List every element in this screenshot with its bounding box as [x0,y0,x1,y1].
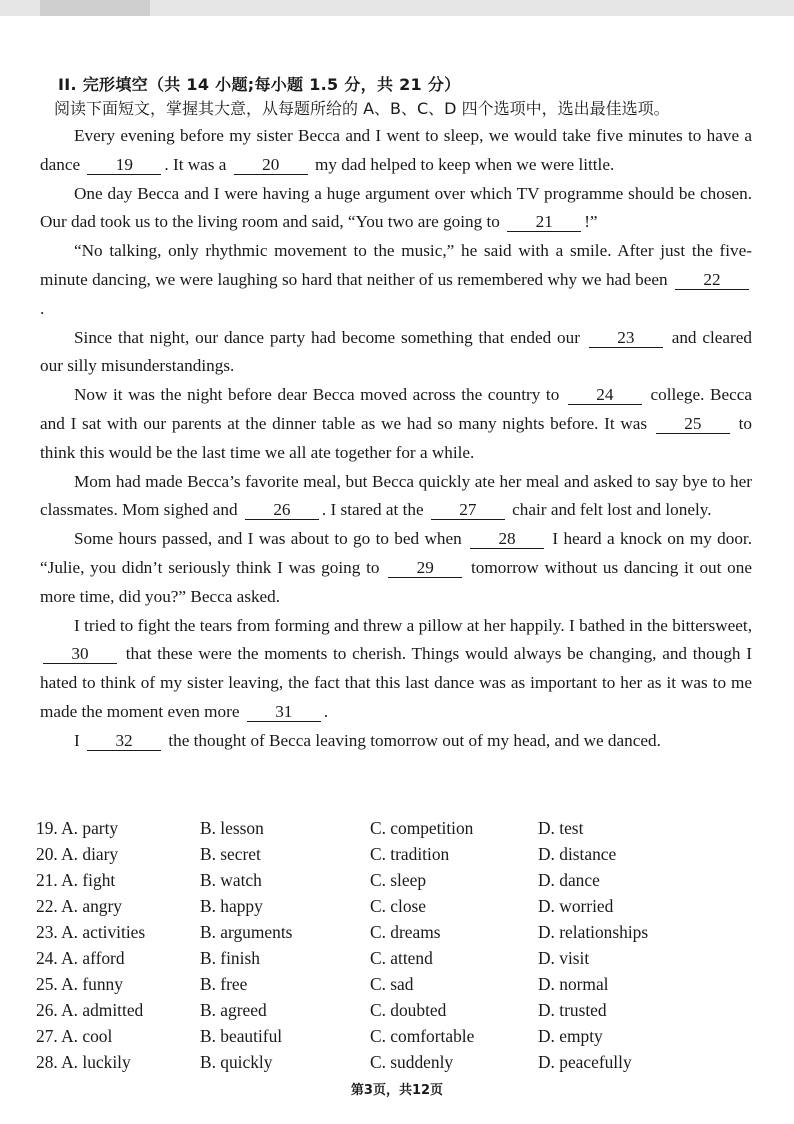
option-choice[interactable]: C. suddenly [370,1052,454,1072]
answer-blank[interactable]: 31 [247,703,321,722]
option-choice[interactable]: B. agreed [200,1000,267,1020]
passage-text: college. Becca and I sat with our parents at the dinner table as we had so many nights before. It was [40,385,752,433]
option-choice[interactable]: D. trusted [538,1000,607,1020]
passage-text: that these were the moments to cherish. Things would always be changing, and though I hated to think of my sister leaving, the fact that this last dance was as important to her as it was to me made the moment even more [40,644,752,721]
option-choice[interactable]: 28. A. luckily [36,1052,131,1072]
option-choice[interactable]: 19. A. party [36,818,119,838]
passage-text: I heard a knock on my door. “Julie, you didn’t seriously think I was going to [40,529,752,577]
passage-text: my dad helped to keep when we were little. [310,154,615,174]
option-choice[interactable]: D. distance [538,844,617,864]
passage-paragraph [40,381,752,467]
passage-text: . [40,298,45,318]
answer-blank[interactable]: 29 [388,559,462,578]
option-choice[interactable]: D. visit [538,948,590,968]
option-row [36,815,756,841]
passage-text: !” [584,212,598,232]
option-row [36,841,756,867]
option-choice[interactable]: C. sad [370,974,414,994]
answer-options [36,815,756,1075]
passage-text: . I stared at the [321,500,428,520]
passage-paragraph [40,122,752,180]
passage-text: One day Becca and I were having a huge argument over which TV programme should be chosen. Our dad took us to the living room and said, “You two are going to [40,183,752,232]
option-choice[interactable]: B. lesson [200,818,264,838]
option-choice[interactable]: D. normal [538,974,609,994]
passage-paragraph [40,180,752,238]
option-choice[interactable]: B. happy [200,896,263,916]
option-choice[interactable]: 22. A. angry [36,896,122,916]
option-choice[interactable]: D. relationships [538,922,649,942]
passage-paragraph [40,468,752,526]
passage-paragraph [40,727,752,756]
answer-blank[interactable]: 21 [507,213,581,232]
answer-blank[interactable]: 23 [589,329,663,348]
option-row [36,867,756,893]
option-choice[interactable]: B. free [200,974,248,994]
passage-text: Some hours passed, and I was about to go to bed when [74,529,468,549]
passage-text: and cleared our silly misunderstandings. [40,327,752,376]
option-choice[interactable]: 23. A. activities [36,922,146,942]
answer-blank[interactable]: 26 [245,501,319,520]
passage-text: Since that night, our dance party had become something that ended our [74,327,586,347]
passage-text: I [74,730,85,750]
passage-text: tomorrow without us dancing it out one more time, did you?” Becca asked. [40,557,752,606]
option-choice[interactable]: 20. A. diary [36,844,119,864]
passage-text: . [323,701,329,721]
option-choice[interactable]: C. sleep [370,870,427,890]
passage-text: the thought of Becca leaving tomorrow out of my head, and we danced. [164,730,661,750]
option-choice[interactable]: B. finish [200,948,260,968]
answer-blank[interactable]: 19 [87,156,161,175]
answer-blank[interactable]: 30 [43,645,117,664]
option-row [36,1049,756,1075]
option-row [36,919,756,945]
answer-blank[interactable]: 32 [87,732,161,751]
section-title: II. 完形填空（共 14 小题;每小题 1.5 分，共 21 分） [58,75,461,94]
passage-text: Every evening before my sister Becca and I went to sleep, we would take five minutes to have a dance [40,126,752,174]
option-choice[interactable]: B. secret [200,844,261,864]
scan-tape-strip [40,0,150,16]
option-choice[interactable]: C. comfortable [370,1026,475,1046]
answer-blank[interactable]: 24 [568,386,642,405]
option-choice[interactable]: C. dreams [370,922,441,942]
passage-paragraph [40,324,752,382]
option-row [36,997,756,1023]
option-choice[interactable]: 21. A. fight [36,870,116,890]
option-choice[interactable]: C. competition [370,818,474,838]
option-choice[interactable]: C. close [370,896,427,916]
option-choice[interactable]: D. dance [538,870,600,890]
option-choice[interactable]: B. arguments [200,922,293,942]
passage-text: . It was a [164,154,231,174]
option-choice[interactable]: C. tradition [370,844,450,864]
option-choice[interactable]: C. attend [370,948,433,968]
option-choice[interactable]: D. test [538,818,584,838]
passage-text: I tried to fight the tears from forming and threw a pillow at her happily. I bathed in the bittersweet, [74,615,752,635]
option-choice[interactable]: 27. A. cool [36,1026,113,1046]
answer-blank[interactable]: 27 [431,501,505,520]
passage-text: chair and felt lost and lonely. [507,500,712,520]
page-number: 第3页，共12页 [350,1083,444,1098]
passage-text: Now it was the night before dear Becca moved across the country to [74,385,565,405]
answer-blank[interactable]: 28 [470,530,544,549]
option-row [36,1023,756,1049]
passage-text: “No talking, only rhythmic movement to the music,” he said with a smile. After just the five-minute dancing, we were laughing so hard that neither of us remembered why we had been [40,241,752,289]
answer-blank[interactable]: 20 [234,156,308,175]
option-row [36,971,756,997]
passage-paragraph [40,237,752,323]
scan-top-edge [0,0,794,16]
option-row [36,945,756,971]
option-choice[interactable]: B. beautiful [200,1026,283,1046]
section-instruction: 阅读下面短文，掌握其大意，从每题所给的 A、B、C、D 四个选项中，选出最佳选项。 [54,99,670,118]
option-choice[interactable]: 26. A. admitted [36,1000,144,1020]
passage-paragraph [40,612,752,727]
option-choice[interactable]: 25. A. funny [36,974,123,994]
option-choice[interactable]: B. quickly [200,1052,273,1072]
option-row [36,893,756,919]
answer-blank[interactable]: 22 [675,271,749,290]
option-choice[interactable]: 24. A. afford [36,948,125,968]
option-choice[interactable]: D. peacefully [538,1052,632,1072]
answer-blank[interactable]: 25 [656,415,730,434]
option-choice[interactable]: C. doubted [370,1000,447,1020]
option-choice[interactable]: D. worried [538,896,614,916]
option-choice[interactable]: D. empty [538,1026,603,1046]
cloze-passage [40,122,752,756]
passage-text: Mom had made Becca’s favorite meal, but Becca quickly ate her meal and asked to say bye to her classmates. Mom sighed and [40,471,752,520]
passage-paragraph [40,525,752,611]
option-choice[interactable]: B. watch [200,870,262,890]
passage-text: to think this would be the last time we all ate together for a while. [40,413,752,462]
